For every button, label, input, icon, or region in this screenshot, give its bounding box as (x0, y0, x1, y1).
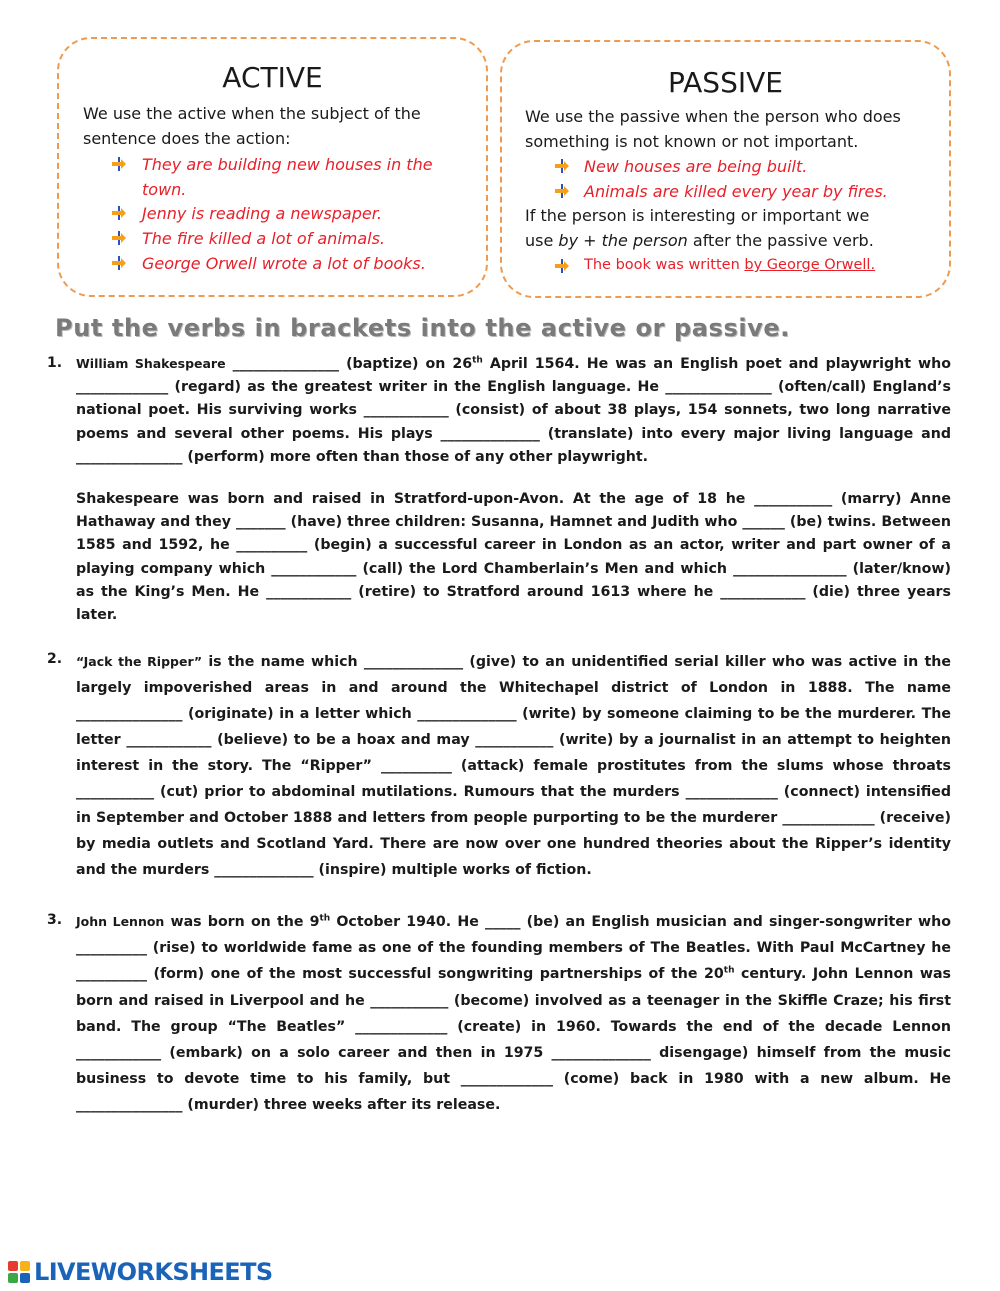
passive-desc-line-2: something is not known or not important. (525, 132, 859, 151)
passive-example-2: Animals are killed every year by fires. (584, 182, 888, 201)
liveworksheets-logo[interactable] (8, 1258, 273, 1286)
active-title: ACTIVE (222, 61, 323, 94)
arrow-bullet-icon (112, 231, 126, 245)
active-example-2: Jenny is reading a newspaper. (142, 204, 382, 223)
active-desc-line-1: We use the active when the subject of the (83, 104, 421, 123)
exercise-3-paragraph: John Lennon was born on the 9th October 1940. He _____ (be) an English musician and singer-songwriter who __________ (rise) to worldwide fame as one of the founding members of The Beatles. With Paul McCartney he __________ (form) one of the most successful songwriting partnerships of the 20th century. John Lennon was born and raised in Liverpool and he ___________ (become) involved as a teenager in the Skiffle Craze; his first band. The group “The Beatles” _____________ (create) in 1960. Towards the end of the decade Lennon ____________ (embark) on a solo career and then in 1975 ______________ disengage) himself from the music business to devote time to his family, but _____________ (come) back in 1980 with a new album. He _______________ (murder) three weeks after its release. (76, 913, 951, 1114)
active-desc-line-2: sentence does the action: (83, 129, 291, 148)
passive-description (525, 104, 901, 154)
passive-note-line-2: use by + the person after the passive verb. (525, 231, 874, 250)
passive-example-1: New houses are being built. (584, 157, 808, 176)
active-description (83, 101, 421, 151)
arrow-bullet-icon (555, 259, 569, 273)
exercise-number-3: 3. (47, 912, 63, 928)
liveworksheets-logo-text: LIVEWORKSHEETS (34, 1258, 273, 1286)
exercise-2-paragraph: “Jack the Ripper” is the name which ______________ (give) to an unidentified serial killer who was active in the largely impoverished areas in and around the Whitechapel district of London in 1888. The name _______________ (originate) in a letter which ______________ (write) by someone claiming to be the murderer. The letter ____________ (believe) to be a hoax and may ___________ (write) by a journalist in an attempt to heighten interest in the story. The “Ripper” __________ (attack) female prostitutes from the slums whose throats ___________ (cut) prior to abdominal mutilations. Rumours that the murders _____________ (connect) intensified in September and October 1888 and letters from people purporting to be the murderer _____________ (receive) by media outlets and Scotland Yard. There are now over one hundred theories about the Ripper’s identity and the murders ______________ (inspire) multiple works of fiction. (76, 654, 951, 878)
liveworksheets-logo-icon (8, 1261, 30, 1283)
arrow-bullet-icon (112, 256, 126, 270)
passive-title: PASSIVE (668, 66, 783, 99)
exercise-number-1: 1. (47, 355, 63, 371)
exercise-1-paragraph-1: William Shakespeare _______________ (baptize) on 26th April 1564. He was an English poet and playwright who _____________ (regard) as the greatest writer in the English language. He _______________ (often/call) England’s national poet. His surviving works ____________ (consist) of about 38 plays, 154 sonnets, two long narrative poems and several other poems. His plays ______________ (translate) into every major living language and _______________ (perform) more often than those of any other playwright. (76, 355, 951, 465)
passive-note-line-1: If the person is interesting or important we (525, 206, 870, 225)
arrow-bullet-icon (112, 206, 126, 220)
active-example-4: George Orwell wrote a lot of books. (142, 254, 426, 273)
exercise-number-2: 2. (47, 651, 63, 667)
active-example-1: They are building new houses in the town. (142, 155, 433, 199)
passive-example-3: The book was written by George Orwell. (584, 257, 876, 273)
arrow-bullet-icon (555, 184, 569, 198)
arrow-bullet-icon (555, 159, 569, 173)
exercise-heading: Put the verbs in brackets into the active or passive. (55, 314, 790, 342)
passive-note (525, 203, 874, 253)
arrow-bullet-icon (112, 157, 126, 171)
exercise-1-paragraph-2: Shakespeare was born and raised in Stratford-upon-Avon. At the age of 18 he ___________ (marry) Anne Hathaway and they _______ (have) three children: Susanna, Hamnet and Judith who ______ (be) twins. Between 1585 and 1592, he __________ (begin) a successful career in London as an actor, writer and part owner of a playing company which ____________ (call) the Lord Chamberlain’s Men and which ________________ (later/know) as the King’s Men. He ____________ (retire) to Stratford around 1613 where he ____________ (die) three years later. (76, 491, 951, 624)
active-example-3: The fire killed a lot of animals. (142, 229, 386, 248)
passive-desc-line-1: We use the passive when the person who does (525, 107, 901, 126)
